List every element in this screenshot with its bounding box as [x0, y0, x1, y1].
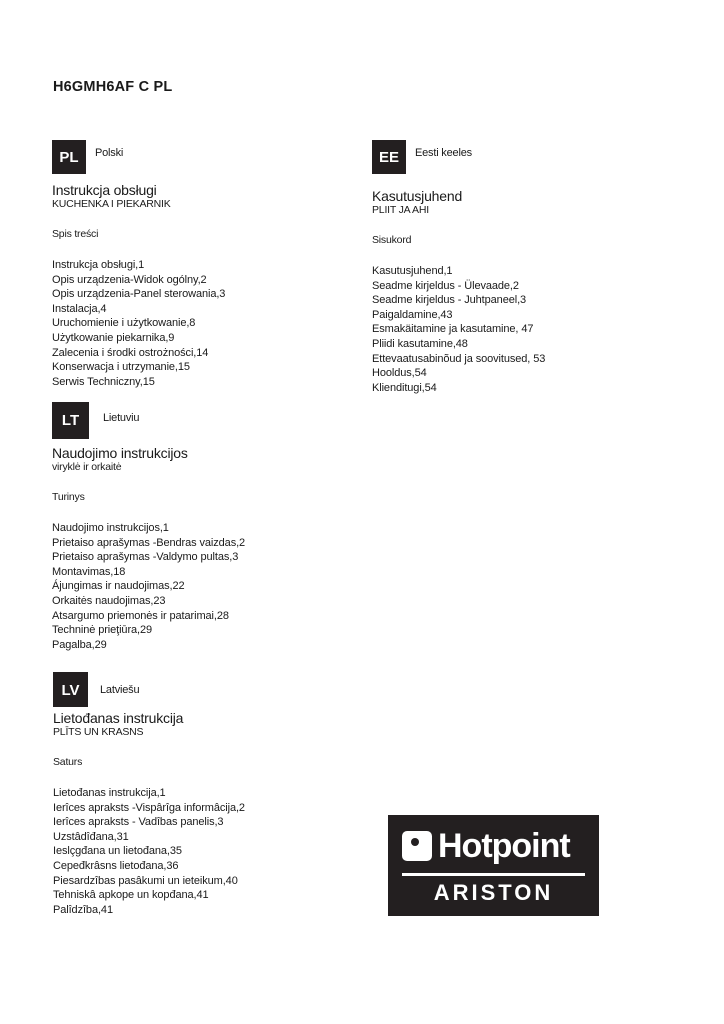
toc-item: Naudojimo instrukcijos,1: [52, 522, 169, 534]
language-name: Polski: [95, 147, 124, 159]
manual-title: Instrukcja obsługi: [52, 182, 157, 198]
toc-item: Esmakäitamine ja kasutamine, 47: [372, 323, 534, 336]
toc-item: Ájungimas ir naudojimas,22: [52, 580, 185, 593]
toc-item: Konserwacja i utrzymanie,15: [52, 361, 190, 374]
toc-item: Lietođanas instrukcija,1: [53, 787, 166, 799]
toc-list: [52, 258, 352, 389]
manual-subtitle: PLĪTS UN KRASNS: [53, 726, 144, 738]
toc-item: Użytkowanie piekarnika,9: [52, 331, 175, 344]
toc-item: Prietaiso aprašymas -Bendras vaizdas,2: [52, 536, 246, 549]
toc-item: Seadme kirjeldus - Ülevaade,2: [372, 279, 519, 292]
toc-list: [372, 264, 672, 395]
logo-sub-brand: ARISTON: [433, 880, 554, 905]
toc-item: Ierîces apraksts - Vadîbas panelis,3: [53, 816, 224, 829]
toc-item: Techninė prieţiūra,29: [52, 624, 153, 637]
toc-item: Hooldus,54: [372, 367, 427, 380]
hotpoint-mark-icon: [402, 831, 432, 861]
toc-item: Paigaldamine,43: [372, 308, 453, 321]
manual-title: Naudojimo instrukcijos: [52, 445, 188, 461]
section-lithuanian: [52, 402, 352, 652]
toc-item: Palîdzîba,41: [53, 903, 113, 916]
toc-item: Instalacja,4: [52, 302, 107, 315]
manual-title: Lietođanas instrukcija: [53, 710, 184, 726]
language-header: [52, 402, 352, 439]
section-estonian: [372, 140, 672, 395]
language-header: [53, 672, 353, 707]
toc-item: Montavimas,18: [52, 565, 126, 578]
toc-heading: Turinys: [52, 491, 85, 503]
toc-item: Zalecenia i środki ostrożności,14: [52, 346, 209, 359]
hotpoint-ariston-logo: [388, 815, 599, 916]
manual-subtitle: viryklė ir orkaitė: [52, 461, 122, 473]
toc-item: Ettevaatusabinõud ja soovitused, 53: [372, 352, 546, 365]
toc-item: Pagalba,29: [52, 638, 107, 651]
toc-item: Uzstâdîđana,31: [53, 830, 129, 843]
toc-item: Cepeđkrâsns lietođana,36: [53, 859, 179, 872]
language-name: Latviešu: [100, 684, 140, 696]
language-header: [52, 140, 352, 174]
language-name: Lietuviu: [103, 412, 140, 424]
section-polish: [52, 140, 352, 389]
toc-item: Serwis Techniczny,15: [52, 375, 155, 388]
toc-item: Klienditugi,54: [372, 381, 437, 394]
model-number: H6GMH6AF C PL: [53, 79, 173, 95]
toc-item: Ieslçgđana un lietođana,35: [53, 845, 182, 858]
toc-item: Opis urządzenia-Panel sterowania,3: [52, 288, 226, 301]
toc-item: Pliidi kasutamine,48: [372, 337, 468, 350]
toc-heading: Spis treści: [52, 228, 99, 240]
toc-item: Atsargumo priemonės ir patarimai,28: [52, 609, 229, 622]
manual-title: Kasutusjuhend: [372, 188, 463, 204]
manual-subtitle: PLIIT JA AHI: [372, 204, 429, 216]
toc-item: Kasutusjuhend,1: [372, 265, 453, 277]
language-code-badge: LT: [52, 402, 89, 439]
toc-list: [52, 521, 352, 652]
toc-item: Seadme kirjeldus - Juhtpaneel,3: [372, 294, 527, 307]
logo-brand-name: Hotpoint: [438, 827, 570, 865]
toc-item: Instrukcja obsługi,1: [52, 259, 145, 271]
language-code-badge: EE: [372, 140, 406, 174]
language-header: [372, 140, 672, 174]
toc-heading: Saturs: [53, 756, 83, 768]
toc-item: Orkaitės naudojimas,23: [52, 594, 166, 607]
toc-item: Ierîces apraksts -Vispârîga informâcija,2: [53, 801, 245, 814]
toc-item: Uruchomienie i użytkowanie,8: [52, 317, 196, 330]
language-name: Eesti keeles: [415, 147, 472, 159]
toc-item: Tehniskâ apkope un kopđana,41: [53, 889, 209, 902]
logo-top-row: [402, 829, 592, 865]
language-code-badge: PL: [52, 140, 86, 174]
logo-divider: [402, 873, 585, 876]
toc-heading: Sisukord: [372, 234, 412, 246]
toc-item: Piesardzîbas pasâkumi un ieteikum,40: [53, 874, 238, 887]
section-latvian: [53, 672, 353, 917]
toc-item: Prietaiso aprašymas -Valdymo pultas,3: [52, 551, 239, 564]
language-code-badge: LV: [53, 672, 88, 707]
toc-item: Opis urządzenia-Widok ogólny,2: [52, 273, 207, 286]
toc-list: [53, 786, 353, 917]
manual-subtitle: KUCHENKA I PIEKARNIK: [52, 198, 171, 210]
